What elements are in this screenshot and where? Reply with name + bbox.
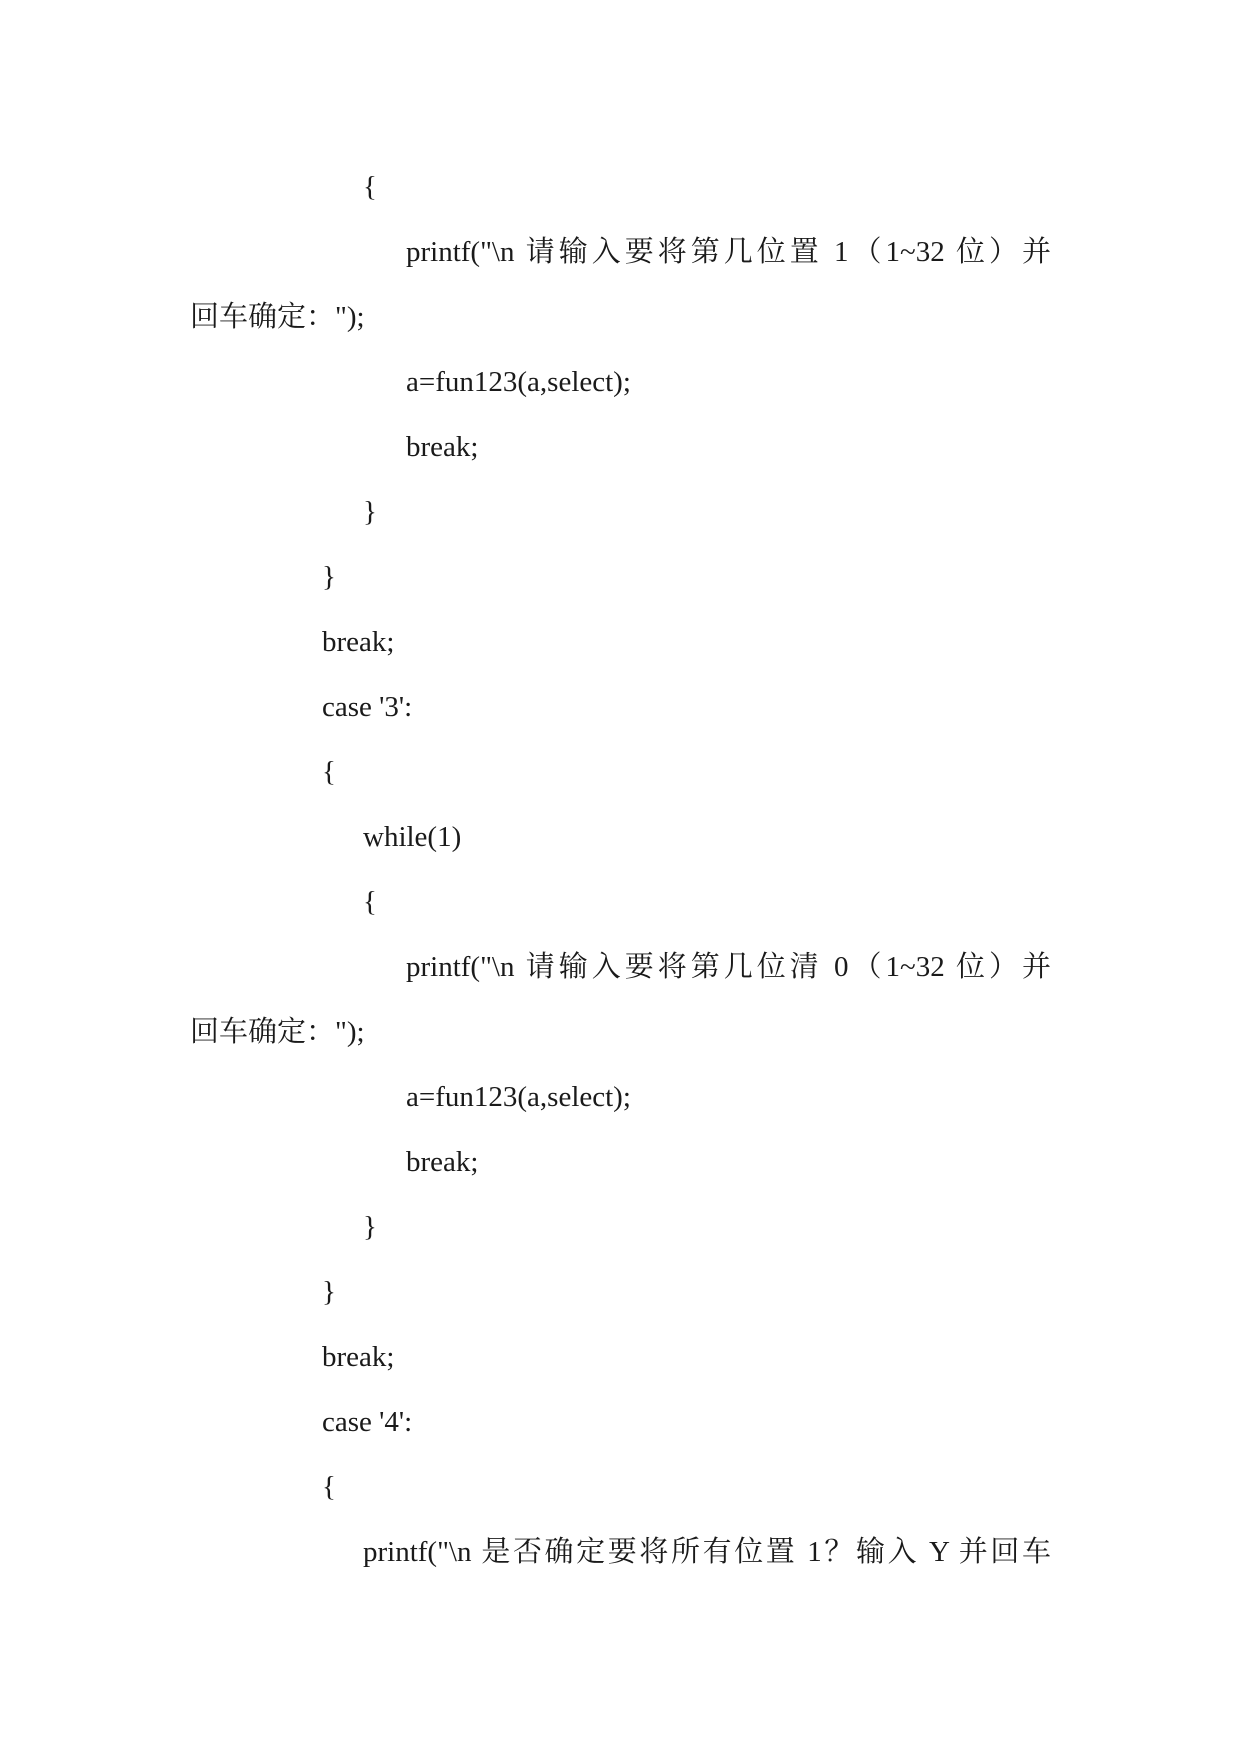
code-line-call-fun123: a=fun123(a,select); <box>406 1081 631 1113</box>
code-listing <box>0 155 1241 1585</box>
code-line-while-loop: while(1) <box>363 821 462 853</box>
code-line-close-brace: } <box>322 1276 336 1308</box>
code-line-close-brace: } <box>363 1211 377 1243</box>
code-line-break: break; <box>322 626 395 658</box>
code-line-close-brace: } <box>322 561 336 593</box>
code-line-break: break; <box>406 431 479 463</box>
code-line-case-3: case '3': <box>322 691 413 723</box>
code-line-open-brace: { <box>363 886 377 918</box>
code-line-printf-continuation: 回车确定："); <box>190 1016 365 1048</box>
code-line-printf-set-all: printf("\n 是否确定要将所有位置 1？输入 Y 并回车 <box>363 1536 1051 1568</box>
code-line-break: break; <box>406 1146 479 1178</box>
code-line-printf-set-bit: printf("\n 请输入要将第几位置 1（1~32 位）并 <box>406 236 1051 268</box>
code-line-printf-continuation: 回车确定："); <box>190 301 365 333</box>
code-line-break: break; <box>322 1341 395 1373</box>
code-line-open-brace: { <box>363 171 377 203</box>
code-line-close-brace: } <box>363 496 377 528</box>
code-line-call-fun123: a=fun123(a,select); <box>406 366 631 398</box>
code-line-open-brace: { <box>322 1471 336 1503</box>
code-line-printf-clear-bit: printf("\n 请输入要将第几位清 0（1~32 位）并 <box>406 951 1051 983</box>
code-line-open-brace: { <box>322 756 336 788</box>
code-line-case-4: case '4': <box>322 1406 413 1438</box>
